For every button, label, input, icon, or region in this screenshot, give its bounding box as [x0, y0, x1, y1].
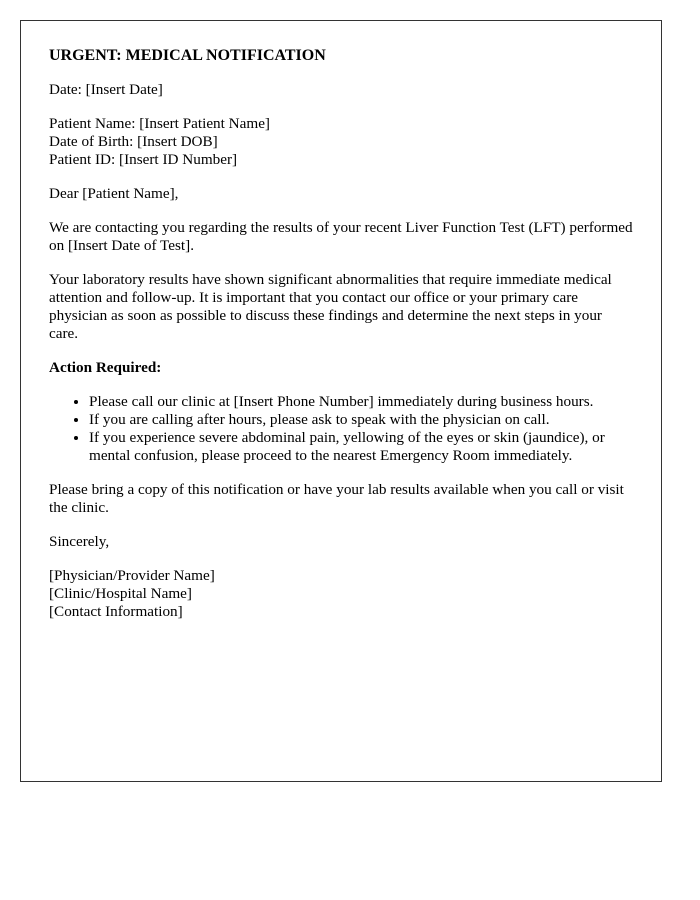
action-item-after-hours: • If you are calling after hours, please ask to speak with the physician on call.: [89, 411, 633, 429]
signature-contact: [Contact Information]: [49, 603, 183, 620]
closing: Sincerely,: [49, 533, 110, 550]
action-required-heading: Action Required:: [49, 359, 162, 376]
action-item-emergency: • If you experience severe abdominal pain, yellowing of the eyes or skin (jaundice), or mental confusion, please proceed to the nearest Emergency Room immediately.: [89, 429, 633, 465]
letter-title: URGENT: MEDICAL NOTIFICATION: [49, 47, 326, 64]
patient-name-line: Patient Name: [Insert Patient Name]: [49, 115, 270, 132]
patient-info-block: [49, 115, 633, 169]
salutation: Dear [Patient Name],: [49, 185, 179, 202]
date-of-birth-line: Date of Birth: [Insert DOB]: [49, 133, 218, 150]
paragraph-abnormal-results: Your laboratory results have shown significant abnormalities that require immediate medical attention and follow-up. It is important that you contact our office or your primary care physician as soon as possible to discuss these findings and determine the next steps in your care.: [49, 271, 612, 342]
action-list: [49, 393, 633, 465]
action-item-call-clinic: • Please call our clinic at [Insert Phone Number] immediately during business hours.: [89, 393, 633, 411]
signature-clinic: [Clinic/Hospital Name]: [49, 585, 192, 602]
date-line: Date: [Insert Date]: [49, 81, 163, 98]
paragraph-bring-copy: Please bring a copy of this notification or have your lab results available when you call or visit the clinic.: [49, 481, 624, 516]
letter-document: [20, 20, 662, 782]
paragraph-test-reference: We are contacting you regarding the results of your recent Liver Function Test (LFT) performed on [Insert Date of Test].: [49, 219, 633, 254]
signature-physician: [Physician/Provider Name]: [49, 567, 215, 584]
signature-block: [49, 567, 633, 621]
patient-id-line: Patient ID: [Insert ID Number]: [49, 151, 238, 168]
